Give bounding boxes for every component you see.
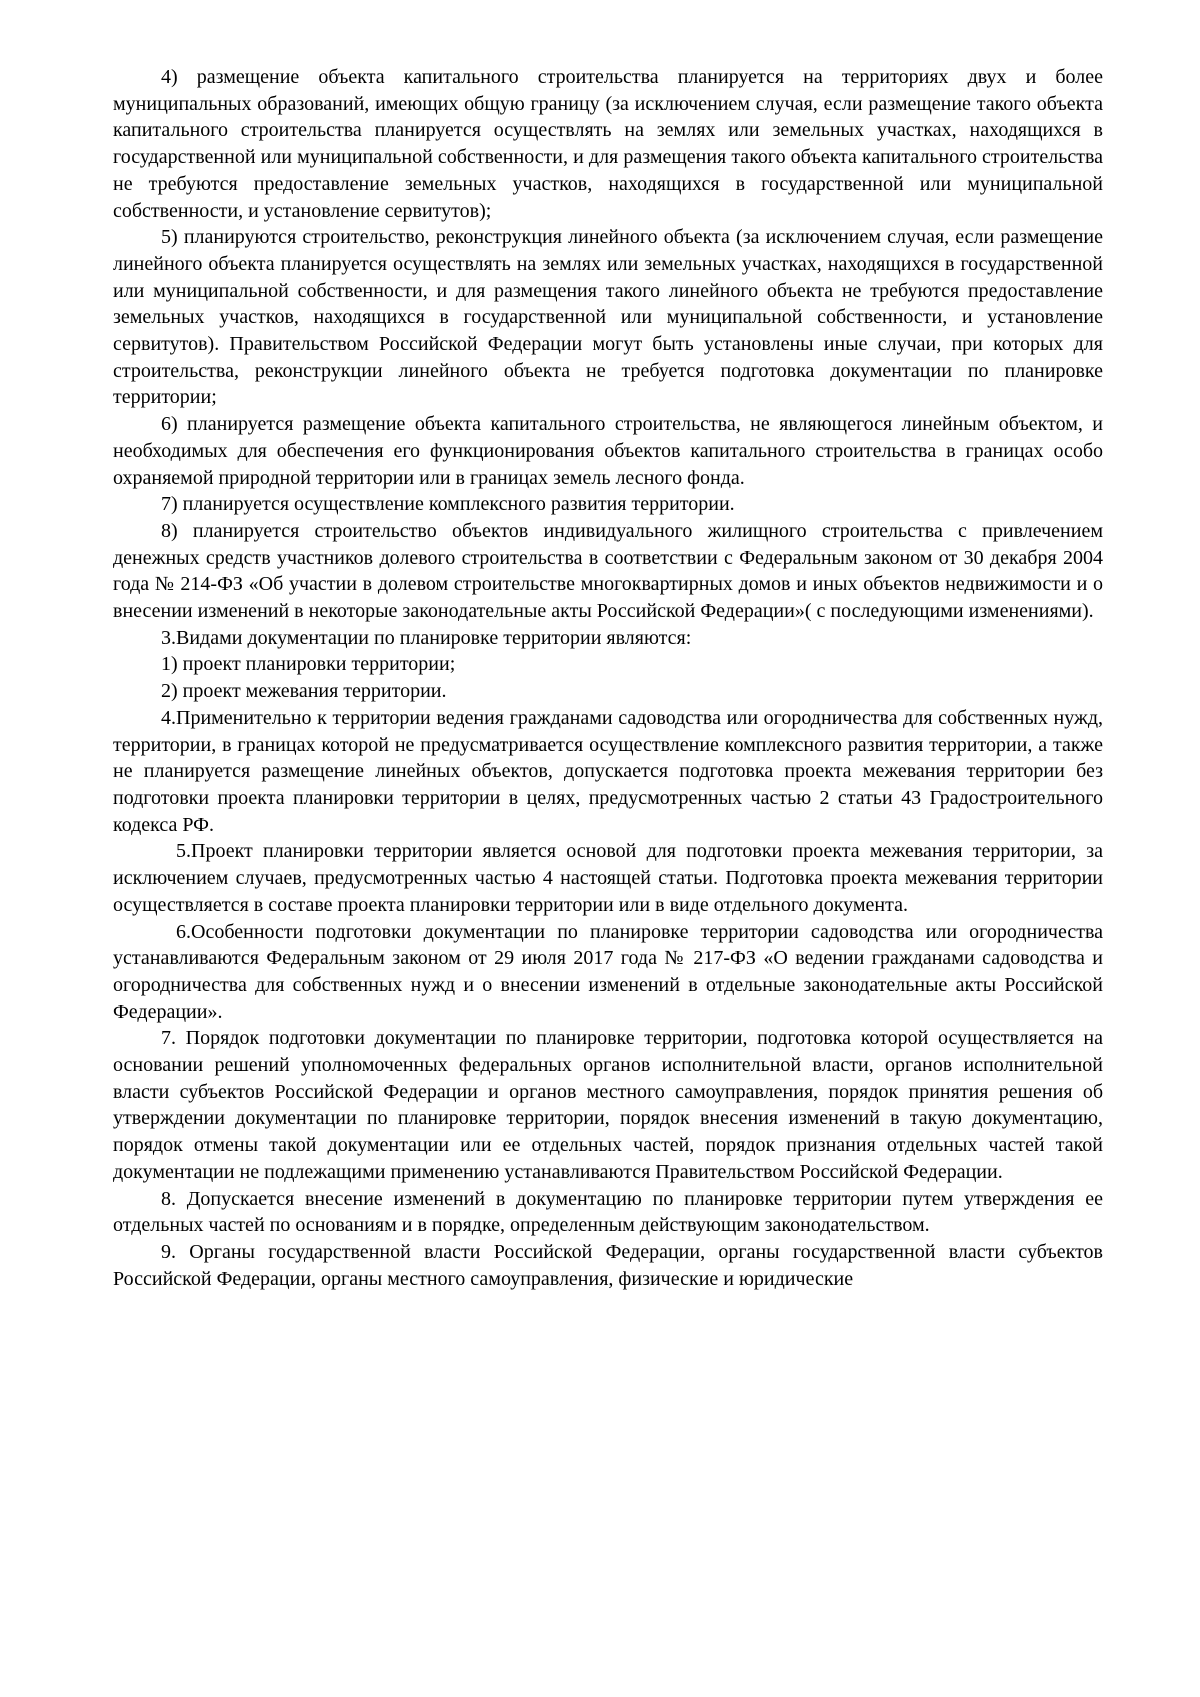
paragraph-section-5: 5.Проект планировки территории является основой для подготовки проекта межевания территории, за исключением случаев, предусмотренных частью 4 настоящей статьи. Подготовка проекта межевания территории осуществляется в составе проекта планировки территории или в виде отдельного документа. — [113, 840, 1103, 916]
paragraph-section-3-item-2: 2) проект межевания территории. — [161, 680, 447, 703]
paragraph-section-8: 8. Допускается внесение изменений в документацию по планировке территории путем утверждения ее отдельных частей по основаниям и в порядке, определенным действующим законодательством. — [113, 1187, 1103, 1237]
paragraph-section-3: 3.Видами документации по планировке территории являются: — [161, 626, 692, 649]
paragraph-item-4: 4) размещение объекта капитального строительства планируется на территориях двух и более муниципальных образований, имеющих общую границу (за исключением случая, если размещение такого объекта капитального строительства планируется осуществлять на землях или земельных участках, находящихся в государственной или муниципальной собственности, и для размещения такого объекта капитального строительства не требуются предоставление земельных участков, находящихся в государственной или муниципальной собственности, и установление сервитутов); — [113, 66, 1103, 222]
paragraph-item-6: 6) планируется размещение объекта капитального строительства, не являющегося линейным объектом, и необходимых для обеспечения его функционирования объектов капитального строительства в границах особо охраняемой природной территории или в границах земель лесного фонда. — [113, 413, 1103, 489]
paragraph-item-8: 8) планируется строительство объектов индивидуального жилищного строительства с привлечением денежных средств участников долевого строительства в соответствии с Федеральным законом от 30 декабря 2004 года № 214-ФЗ «Об участии в долевом строительстве многоквартирных домов и иных объектов недвижимости и о внесении изменений в некоторые законодательные акты Российской Федерации»( с последующими изменениями). — [113, 519, 1103, 623]
paragraph-section-7: 7. Порядок подготовки документации по планировке территории, подготовка которой осуществляется на основании решений уполномоченных федеральных органов исполнительной власти, органов исполнительной власти субъектов Российской Федерации и органов местного самоуправления, порядок принятия решения об утверждении документации по планировке территории, порядок внесения изменений в такую документацию, порядок отмены такой документации или ее отдельных частей, порядок признания отдельных частей такой документации не подлежащими применению устанавливаются Правительством Российской Федерации. — [113, 1027, 1103, 1183]
paragraph-section-3-item-1: 1) проект планировки территории; — [161, 653, 456, 676]
document-page — [113, 64, 1103, 1292]
paragraph-section-9: 9. Органы государственной власти Российской Федерации, органы государственной власти субъектов Российской Федерации, органы местного самоуправления, физические и юридические — [113, 1240, 1103, 1290]
paragraph-section-6: 6.Особенности подготовки документации по планировке территории садоводства или огородничества устанавливаются Федеральным законом от 29 июля 2017 года № 217-ФЗ «О ведении гражданами садоводства и огородничества для собственных нужд и о внесении изменений в отдельные законодательные акты Российской Федерации». — [113, 920, 1103, 1023]
paragraph-item-7: 7) планируется осуществление комплексного развития территории. — [161, 493, 735, 516]
paragraph-item-5: 5) планируются строительство, реконструкция линейного объекта (за исключением случая, если размещение линейного объекта планируется осуществлять на землях или земельных участках, находящихся в государственной или муниципальной собственности, и для размещения такого линейного объекта не требуются предоставление земельных участков, находящихся в государственной или муниципальной собственности, и установление сервитутов). Правительством Российской Федерации могут быть установлены иные случаи, при которых для строительства, реконструкции линейного объекта не требуется подготовка документации по планировке территории; — [113, 226, 1103, 409]
paragraph-section-4: 4.Применительно к территории ведения гражданами садоводства или огородничества для собственных нужд, территории, в границах которой не предусматривается осуществление комплексного развития территории, а также не планируется размещение линейных объектов, допускается подготовка проекта межевания территории без подготовки проекта планировки территории в целях, предусмотренных частью 2 статьи 43 Градостроительного кодекса РФ. — [113, 706, 1103, 836]
